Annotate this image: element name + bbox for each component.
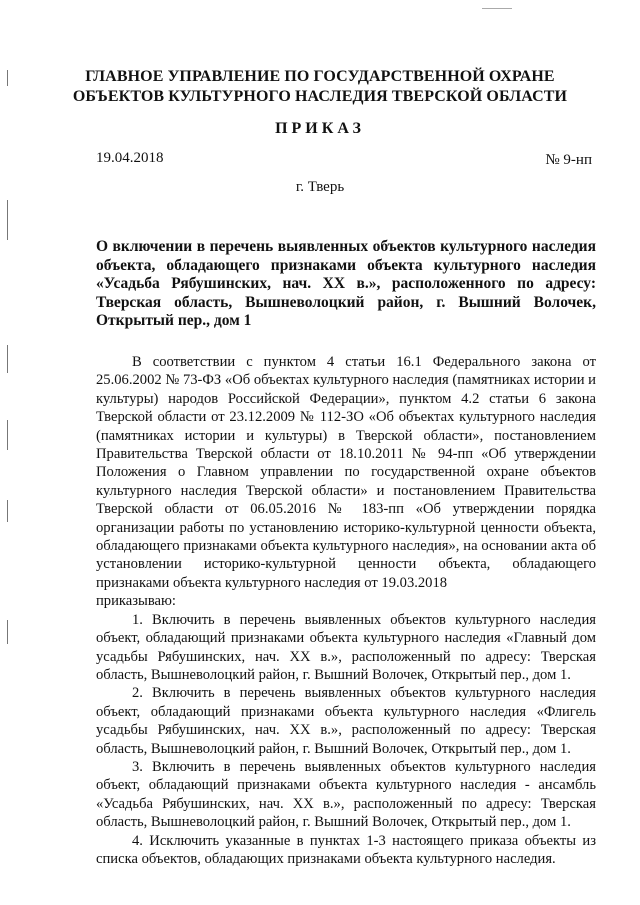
document-title: ПРИКАЗ bbox=[275, 120, 365, 137]
order-item-2: 2. Включить в перечень выявленных объектов культурного наследия объект, обладающий признаками объекта культурного наследия «Флигель усадьбы Рябушинских, нач. XX в.», расположенный по адресу: Тверская область, Вышневолоцкий район, г. Вышний Волочек, Открытый пер., дом 1. bbox=[96, 685, 596, 757]
scan-mark bbox=[7, 345, 8, 373]
order-item-3: 3. Включить в перечень выявленных объектов культурного наследия объект, обладающий признаками объекта культурного наследия - ансамбль «Усадьба Рябушинских, нач. XX в.», расположенный по адресу: Тверская область, Вышневолоцкий район, г. Вышний Волочек, Открытый пер., дом 1. bbox=[96, 758, 596, 831]
document-number: № 9-нп bbox=[545, 152, 592, 168]
scan-mark bbox=[482, 8, 512, 9]
scan-mark bbox=[7, 70, 8, 86]
document-city: г. Тверь bbox=[295, 179, 345, 195]
order-item-4: 4. Исключить указанные в пунктах 1-3 настоящего приказа объекты из списка объектов, обладающих признаками объекта культурного наследия. bbox=[96, 832, 596, 867]
document-subject: О включении в перечень выявленных объектов культурного наследия объекта, обладающего признаками объекта культурного наследия «Усадьба Рябушинских, нач. XX в.», расположенного по адресу: Тверская область, Вышневолоцкий район, г. Вышний Волочек, Открытый пер., дом 1 bbox=[96, 238, 596, 329]
order-word: приказываю: bbox=[96, 593, 176, 610]
order-item-1: 1. Включить в перечень выявленных объектов культурного наследия объект, обладающий признаками объекта культурного наследия «Главный дом усадьбы Рябушинских, нач. XX в.», расположенный по адресу: Тверская область, Вышневолоцкий район, г. Вышний Волочек, Открытый пер., дом 1. bbox=[96, 611, 596, 683]
authority-line-2: ОБЪЕКТОВ КУЛЬТУРНОГО НАСЛЕДИЯ ТВЕРСКОЙ ОБЛАСТИ bbox=[72, 88, 568, 105]
preamble-paragraph: В соответствии с пунктом 4 статьи 16.1 Федерального закона от 25.06.2002 № 73-ФЗ «Об объектах культурного наследия (памятниках истории и культуры) народов Российской Федерации», пунктом 4.2 статьи 6 закона Тверской области от 23.12.2009 № 112-ЗО «Об объектах культурного наследия (памятниках истории и культуры) в Тверской области», постановлением Правительства Тверской области от 18.10.2011 № 94-пп «Об утверждении Положения о Главном управлении по государственной охране объектов культурного наследия Тверской области» и постановлением Правительства Тверской области от 06.05.2016 № 183-пп «Об утверждении порядка организации работы по установлению историко-культурной ценности объекта, обладающего признаками объекта культурного наследия», на основании акта об установлении историко-культурной ценности объекта, обладающего признаками объекта культурного наследия от 19.03.2018 bbox=[96, 354, 596, 591]
issuing-authority bbox=[60, 67, 580, 107]
scan-mark bbox=[7, 420, 8, 450]
scan-mark bbox=[7, 500, 8, 522]
document-date: 19.04.2018 bbox=[96, 150, 164, 166]
scan-mark bbox=[7, 200, 8, 240]
authority-line-1: ГЛАВНОЕ УПРАВЛЕНИЕ ПО ГОСУДАРСТВЕННОЙ ОХРАНЕ bbox=[85, 68, 555, 85]
scan-mark bbox=[7, 620, 8, 644]
document-body bbox=[96, 353, 596, 868]
